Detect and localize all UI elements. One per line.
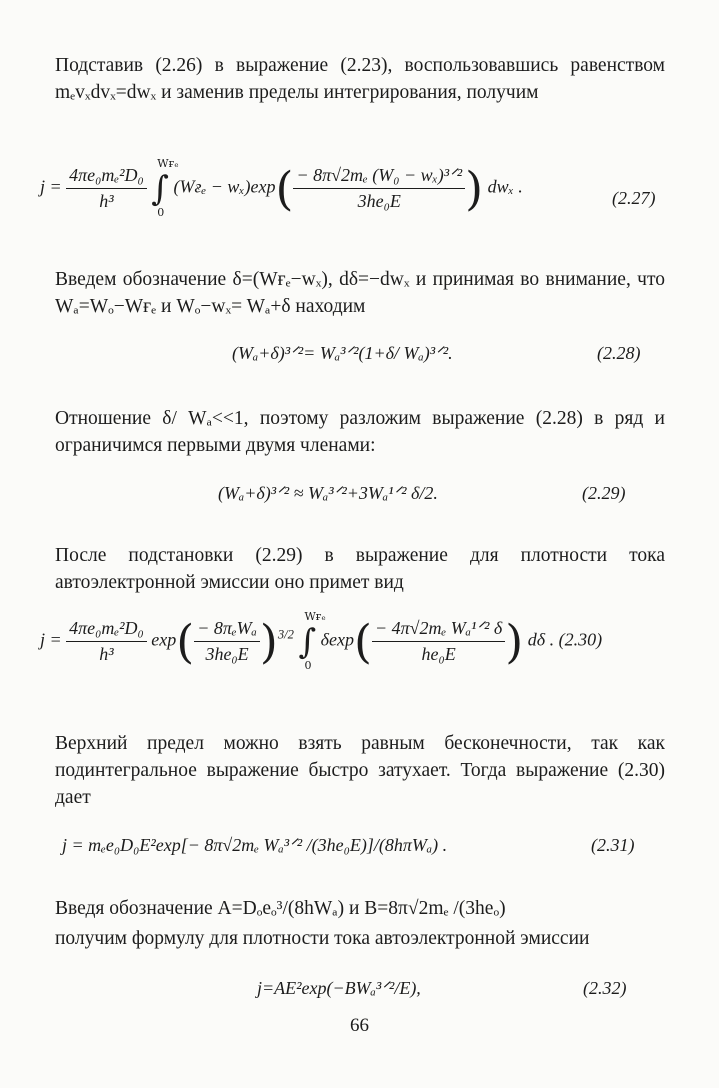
paragraph-6a: Введя обозначение A=Dₒeₒ³/(8hWₐ) и B=8π√2mₑ /(3heₒ) bbox=[55, 898, 506, 919]
eq230-body: δexp bbox=[320, 629, 355, 650]
eq230-tail: dδ . bbox=[527, 629, 555, 650]
equation-number-2-28: (2.28) bbox=[597, 343, 641, 363]
equation-2-32: j=AE²exp(−BWₐ³ᐟ²/E), bbox=[257, 978, 421, 998]
paragraph-1: Подставив (2.26) в выражение (2.23), воспользовавшись равенством mₑvₓdvₓ=dwₓ и заменив пределы интегрирования, получим bbox=[55, 55, 665, 103]
equation-number-2-27: (2.27) bbox=[612, 188, 656, 208]
eq227-numerator-2: − 8π√2mₑ (W₀ − wₓ)³ᐟ² bbox=[293, 165, 465, 189]
eq230-power: 3/2 bbox=[277, 627, 294, 642]
integral-sign: ∫ Wғₑ 0 bbox=[151, 156, 179, 219]
paragraph-5: Верхний предел можно взять равным бесконечности, так как подинтегральное выражение быстро затухает. Тогда выражение (2.30) дает bbox=[55, 733, 665, 808]
eq230-upper-limit: Wғₑ bbox=[304, 609, 326, 623]
eq227-fraction-1 bbox=[66, 165, 147, 212]
equation-2-29: (Wₐ+δ)³ᐟ² ≈ Wₐ³ᐟ²+3Wₐ¹ᐟ² δ/2. bbox=[218, 483, 438, 503]
eq227-body: (Wғₑ − wₓ)exp bbox=[173, 176, 276, 197]
eq230-denominator-2: 3he₀E bbox=[205, 644, 249, 664]
eq230-lhs: j = bbox=[40, 629, 62, 650]
eq230-fraction-2 bbox=[194, 618, 260, 665]
eq227-fraction-2 bbox=[293, 165, 465, 212]
eq227-numerator-1: 4πe₀mₑ²D₀ bbox=[66, 165, 147, 189]
eq227-lower-limit: 0 bbox=[157, 205, 165, 219]
paragraph-6b: получим формулу для плотности тока автоэлектронной эмиссии bbox=[55, 928, 590, 949]
paragraph-4: После подстановки (2.29) в выражение для плотности тока автоэлектронной эмиссии оно примет вид bbox=[55, 545, 665, 593]
paragraph-2: Введем обозначение δ=(Wғₑ−wₓ), dδ=−dwₓ и принимая во внимание, что Wₐ=Wₒ−Wғₑ и Wₒ−wₓ= Wₐ+δ находим bbox=[55, 269, 665, 317]
paragraph-3: Отношение δ/ Wₐ<<1, поэтому разложим выражение (2.28) в ряд и ограничимся первыми двумя членами: bbox=[55, 408, 665, 456]
eq227-lhs: j = bbox=[40, 176, 62, 197]
equation-2-28: (Wₐ+δ)³ᐟ²= Wₐ³ᐟ²(1+δ/ Wₐ)³ᐟ². bbox=[232, 343, 453, 363]
eq230-fraction-1 bbox=[66, 618, 147, 665]
eq230-fraction-3 bbox=[372, 618, 505, 665]
integral-sign: ∫ Wғₑ 0 bbox=[298, 609, 326, 672]
eq230-denominator-3: he₀E bbox=[421, 644, 456, 664]
equation-number-2-31: (2.31) bbox=[591, 835, 635, 855]
equation-number-2-30: (2.30) bbox=[558, 629, 603, 650]
eq227-upper-limit: Wғₑ bbox=[157, 156, 179, 170]
equation-2-31: j = mₑe₀D₀E²exp[− 8π√2mₑ Wₐ³ᐟ² /(3he₀E)]/(8hπWₐ) . bbox=[62, 835, 448, 855]
eq230-denominator-1: h³ bbox=[99, 644, 114, 664]
eq230-numerator-3: − 4π√2mₑ Wₐ¹ᐟ² δ bbox=[372, 618, 505, 642]
equation-2-27: j = $\frac{\text{4πe₀mₑ²D₀}}{\text{h³}}$ ∫ Wғₑ 0 (Wғₑ − wₓ)exp( $\frac{\text{− 8π√2mₑ (W₀ − wₓ)³ᐟ²}}{\text{3he₀E}}$ ) dwₓ . bbox=[40, 156, 523, 219]
equation-number-2-32: (2.32) bbox=[583, 978, 627, 998]
eq227-tail: dwₓ . bbox=[487, 176, 523, 197]
eq227-denominator-1: h³ bbox=[99, 191, 114, 211]
equation-number-2-29: (2.29) bbox=[582, 483, 626, 503]
eq227-denominator-2: 3he₀E bbox=[357, 191, 401, 211]
eq230-lower-limit: 0 bbox=[304, 658, 312, 672]
eq230-numerator-2: − 8πₑWₐ bbox=[194, 618, 260, 642]
page-number: 66 bbox=[350, 1015, 369, 1036]
eq230-exp: exp bbox=[151, 629, 177, 650]
eq230-numerator-1: 4πe₀mₑ²D₀ bbox=[66, 618, 147, 642]
equation-2-30: j = $\frac{\text{4πe₀mₑ²D₀}}{\text{h³}}$ exp( $\frac{\text{− 8πₑWₐ}}{\text{3he₀E}}$ )$^{3/2}$ ∫ Wғₑ 0 δexp( $\frac{\text{− 4π√2mₑ Wₐ¹ᐟ² δ}}{\text{he₀E}}$ ) dδ . (2.30) bbox=[40, 609, 603, 672]
